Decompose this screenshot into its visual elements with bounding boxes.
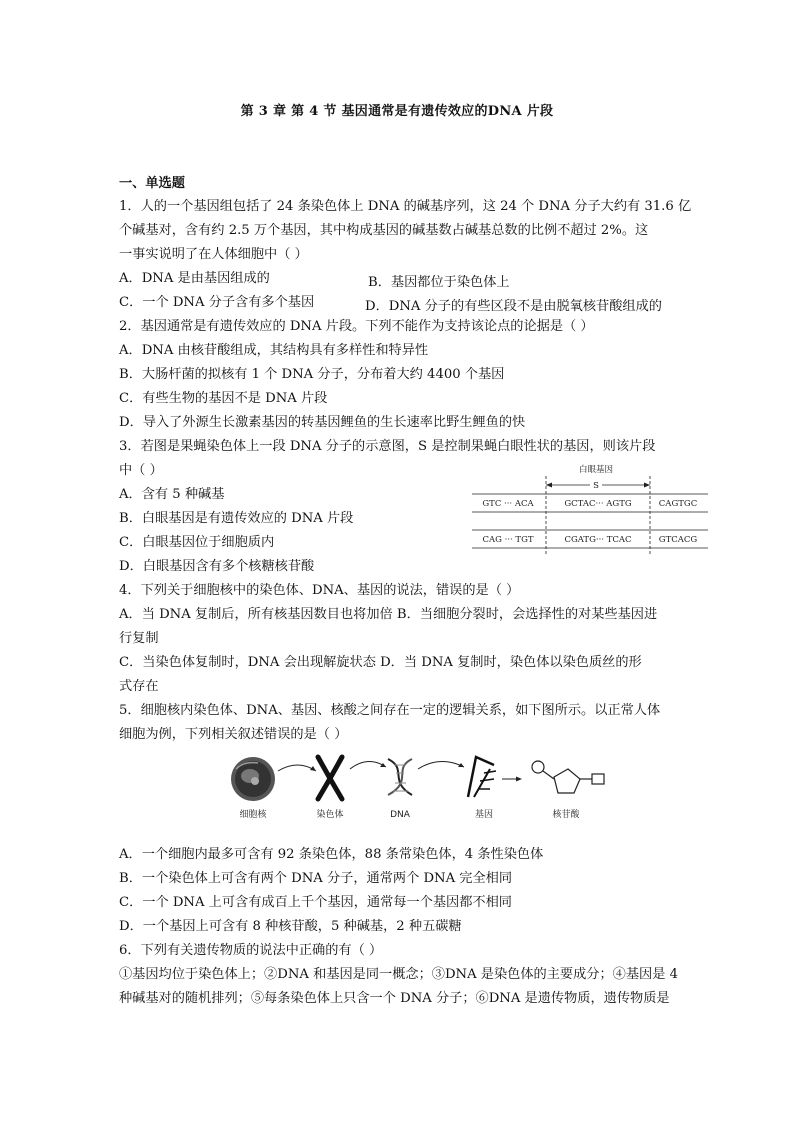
q4-option-b-cont: 行复制 <box>119 631 159 646</box>
q1-option-c: C．一个 DNA 分子含有多个基因 <box>119 295 315 310</box>
fig-label-gene: 基因 <box>474 810 494 820</box>
q5-stem-line1: 5．细胞核内染色体、DNA、基因、核酸之间存在一定的逻辑关系，如下图所示。以正常人体 <box>119 703 661 718</box>
q3-option-a: A．含有 5 种碱基 <box>119 487 225 502</box>
top-strand-left: GTC ··· ACA <box>482 499 534 509</box>
top-strand-right: CAGTGC <box>658 499 698 509</box>
q1-stem-line2: 个碱基对，含有约 2.5 万个基因，其中构成基因的碱基数占碱基总数的比例不超过 2%。这 <box>119 223 649 238</box>
q3-stem-line1: 3．若图是果蝇染色体上一段 DNA 分子的示意图，S 是控制果蝇白眼性状的基因，则该片段 <box>119 439 656 454</box>
fig-label-dna: DNA <box>390 810 410 820</box>
fig-label-chromosome: 染色体 <box>316 810 344 820</box>
q5-option-d: D．一个基因上可含有 8 种核苷酸，5 种碱基，2 种五碳糖 <box>119 919 462 934</box>
q6-statements-line1: ①基因均位于染色体上；②DNA 和基因是同一概念；③DNA 是染色体的主要成分；④基因是 4 <box>119 967 678 982</box>
nucleus-icon <box>231 757 275 801</box>
q4-option-d-cont: 式存在 <box>119 679 159 694</box>
q3-option-b: B．白眼基因是有遗传效应的 DNA 片段 <box>119 511 354 526</box>
q5-option-c: C．一个 DNA 上可含有成百上千个基因，通常每一个基因都不相同 <box>119 895 512 910</box>
bottom-strand-right: GTCACG <box>658 535 698 545</box>
page-title: 第 3 章 第 4 节 基因通常是有遗传效应的DNA 片段 <box>240 104 554 119</box>
q2-option-d: D．导入了外源生长激素基因的转基因鲤鱼的生长速率比野生鲤鱼的快 <box>119 415 526 430</box>
q1-stem-line1: 1．人的一个基因组包括了 24 条染色体上 DNA 的碱基序列，这 24 个 DNA 分子大约有 31.6 亿 <box>119 199 692 214</box>
q5-option-b: B．一个染色体上可含有两个 DNA 分子，通常两个 DNA 完全相同 <box>119 871 513 886</box>
q5-option-a: A．一个细胞内最多可含有 92 条染色体，88 条常染色体，4 条性染色体 <box>119 847 544 862</box>
q1-option-b: B．基因都位于染色体上 <box>368 275 510 290</box>
section-heading: 一、单选题 <box>119 176 185 191</box>
gene-segment-icon <box>468 757 496 797</box>
q2-option-b: B．大肠杆菌的拟核有 1 个 DNA 分子，分布着大约 4400 个基因 <box>119 367 505 382</box>
q1-stem-line3: 一事实说明了在人体细胞中（ ） <box>119 247 308 262</box>
fig-label-nucleotide: 核苷酸 <box>552 810 580 820</box>
q4-option-cd: C．当染色体复制时，DNA 会出现解旋状态 D．当 DNA 复制时，染色体以染色质丝的形 <box>119 655 642 670</box>
bottom-strand-gene: CGATG··· TCAC <box>564 535 632 545</box>
q4-stem: 4．下列关于细胞核中的染色体、DNA、基因的说法，错误的是（ ） <box>119 583 520 598</box>
q6-stem: 6．下列有关遗传物质的说法中正确的有（ ） <box>119 943 383 958</box>
dna-gene-diagram <box>472 462 708 554</box>
s-label: S <box>593 481 599 491</box>
q2-stem: 2．基因通常是有遗传效应的 DNA 片段。下列不能作为支持该论点的论据是（ ） <box>119 319 594 334</box>
chromosome-icon <box>318 757 342 799</box>
q5-stem-line2: 细胞为例，下列相关叙述错误的是（ ） <box>119 727 348 742</box>
q1-option-d: D．DNA 分子的有些区段不是由脱氧核苷酸组成的 <box>365 299 662 314</box>
q3-option-d: D．白眼基因含有多个核糖核苷酸 <box>119 559 315 574</box>
q1-option-a: A．DNA 是由基因组成的 <box>119 271 270 286</box>
q4-option-ab: A．当 DNA 复制后，所有核基因数目也将加倍 B．当细胞分裂时，会选择性的对某些基因进 <box>119 607 658 622</box>
q2-option-c: C．有些生物的基因不是 DNA 片段 <box>119 391 328 406</box>
dna-helix-icon <box>388 759 412 795</box>
bottom-strand-left: CAG ··· TGT <box>482 535 534 545</box>
nucleotide-icon <box>532 761 604 793</box>
fig-label-nucleus: 细胞核 <box>239 810 267 820</box>
q3-stem-line2: 中（ ） <box>119 463 163 478</box>
q2-option-a: A．DNA 由核苷酸组成，其结构具有多样性和特异性 <box>119 343 429 358</box>
gene-label: 白眼基因 <box>578 465 614 475</box>
top-strand-gene: GCTAC··· AGTG <box>564 499 632 509</box>
nucleus-chromosome-dna-diagram <box>228 749 608 821</box>
q3-option-c: C．白眼基因位于细胞质内 <box>119 535 275 550</box>
q6-statements-line2: 种碱基对的随机排列；⑤每条染色体上只含一个 DNA 分子；⑥DNA 是遗传物质，遗传物质是 <box>119 991 670 1006</box>
